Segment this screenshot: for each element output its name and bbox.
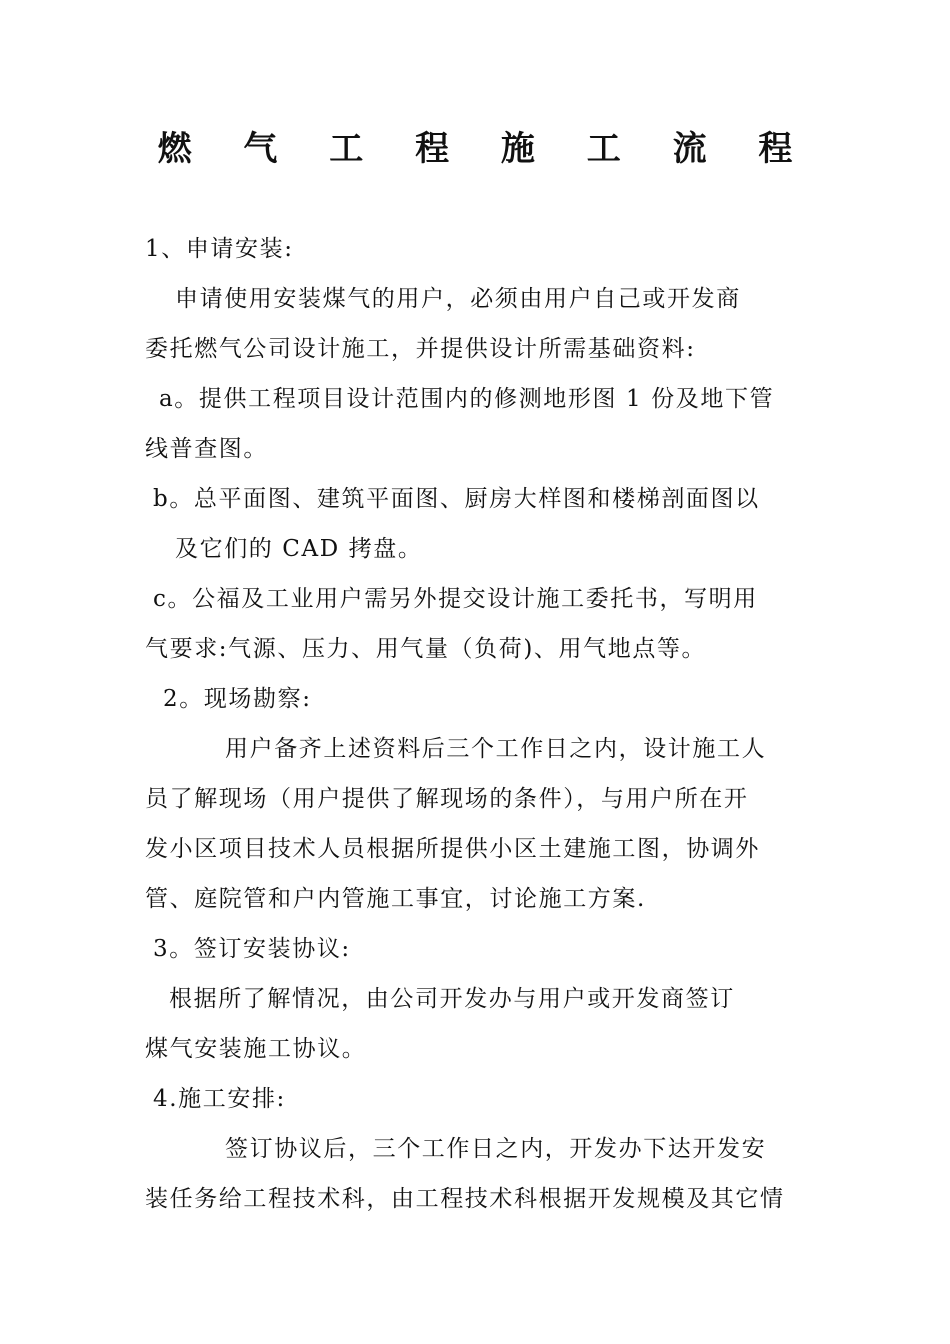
paragraph-line: 气要求:气源、压力、用气量（负荷)、用气地点等。 xyxy=(145,636,707,662)
paragraph-line: 根据所了解情况，由公司开发办与用户或开发商签订 xyxy=(169,986,735,1012)
paragraph-line: 申请使用安装煤气的用户，必须由用户自己或开发商 xyxy=(175,286,741,312)
section-4-heading: 4.施工安排: xyxy=(153,1086,286,1112)
list-item-a: a。提供工程项目设计范围内的修测地形图 1 份及地下管 xyxy=(159,386,775,412)
section-1-heading: 1、申请安装: xyxy=(145,236,294,262)
section-2-heading: 2。现场勘察: xyxy=(163,686,312,712)
list-item-c: c。公福及工业用户需另外提交设计施工委托书，写明用 xyxy=(153,586,758,612)
document-title: 燃 气 工 程 施 工 流 程 xyxy=(157,129,813,169)
paragraph-line: 委托燃气公司设计施工，并提供设计所需基础资料: xyxy=(145,336,696,362)
paragraph-line: 签订协议后，三个工作日之内，开发办下达开发安 xyxy=(225,1136,767,1162)
paragraph-line: 线普查图。 xyxy=(145,436,268,462)
paragraph-line: 及它们的 CAD 拷盘。 xyxy=(175,536,423,562)
list-item-b: b。总平面图、建筑平面图、厨房大样图和楼梯剖面图以 xyxy=(153,486,760,512)
paragraph-line: 用户备齐上述资料后三个工作日之内，设计施工人 xyxy=(225,736,767,762)
paragraph-line: 发小区项目技术人员根据所提供小区土建施工图，协调外 xyxy=(145,836,760,862)
paragraph-line: 煤气安装施工协议。 xyxy=(145,1036,367,1062)
paragraph-line: 员了解现场（用户提供了解现场的条件），与用户所在开 xyxy=(145,786,749,812)
paragraph-line: 管、庭院管和户内管施工事宜，讨论施工方案. xyxy=(145,886,646,912)
paragraph-line: 装任务给工程技术科，由工程技术科根据开发规模及其它情 xyxy=(145,1186,785,1212)
section-3-heading: 3。签订安装协议: xyxy=(153,936,351,962)
